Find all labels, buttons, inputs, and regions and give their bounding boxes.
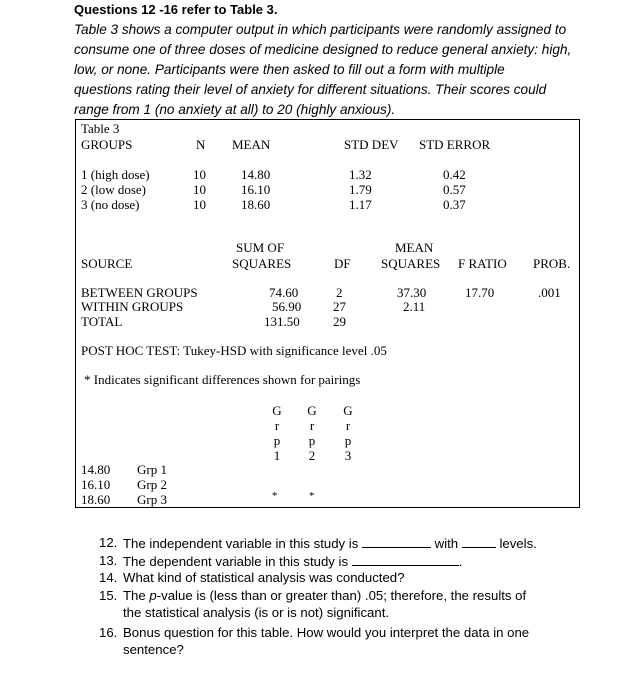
header-n: N bbox=[196, 137, 206, 152]
desc-std-dev: 1.17 bbox=[349, 197, 372, 212]
anova-ss: 74.60 bbox=[269, 285, 299, 300]
desc-std-dev: 1.79 bbox=[349, 182, 372, 197]
pairing-column-header-grp2: G r p 2 bbox=[307, 403, 317, 463]
pairing-row-mean: 14.80 bbox=[81, 462, 111, 477]
pairing-column-header-grp1: G r p 1 bbox=[272, 403, 282, 463]
header-prob: PROB. bbox=[533, 256, 571, 271]
question-number: 15. bbox=[99, 588, 118, 603]
answer-blank[interactable] bbox=[352, 553, 459, 566]
post-hoc-title: POST HOC TEST: Tukey-HSD with significance level .05 bbox=[81, 343, 387, 358]
question-13: The dependent variable in this study is . bbox=[123, 554, 463, 569]
header-df: DF bbox=[334, 256, 351, 271]
header-mean: MEAN bbox=[232, 137, 271, 152]
intro-line: consume one of three doses of medicine designed to reduce general anxiety: high, bbox=[74, 42, 572, 57]
desc-std-error: 0.57 bbox=[443, 182, 466, 197]
pairing-row-group: Grp 3 bbox=[137, 492, 167, 507]
significance-marker: * bbox=[309, 490, 315, 502]
question-12: The independent variable in this study is with levels. bbox=[123, 536, 537, 551]
intro-line: Table 3 shows a computer output in which participants were randomly assigned to bbox=[74, 22, 567, 37]
anova-df: 27 bbox=[333, 299, 346, 314]
anova-source: BETWEEN GROUPS bbox=[81, 285, 198, 300]
header-groups: GROUPS bbox=[81, 137, 133, 152]
anova-df: 2 bbox=[336, 285, 343, 300]
pairing-row-group: Grp 2 bbox=[137, 477, 167, 492]
pairing-row-mean: 16.10 bbox=[81, 477, 111, 492]
question-16-line-2: sentence? bbox=[123, 642, 184, 657]
question-16-line-1: Bonus question for this table. How would you interpret the data in one bbox=[123, 625, 530, 640]
desc-std-error: 0.37 bbox=[443, 197, 466, 212]
desc-std-dev: 1.32 bbox=[349, 167, 372, 182]
pairing-row-group: Grp 1 bbox=[137, 462, 167, 477]
anova-prob: .001 bbox=[538, 285, 561, 300]
question-14: What kind of statistical analysis was conducted? bbox=[123, 570, 405, 585]
header-sum-of: SUM OF bbox=[236, 240, 285, 255]
desc-mean: 18.60 bbox=[241, 197, 271, 212]
question-number: 16. bbox=[99, 625, 118, 640]
intro-line: low, or none. Participants were then asked to fill out a form with multiple bbox=[74, 62, 505, 77]
intro-line: range from 1 (no anxiety at all) to 20 (highly anxious). bbox=[74, 102, 396, 117]
desc-n: 10 bbox=[193, 182, 206, 197]
anova-source: WITHIN GROUPS bbox=[81, 299, 184, 314]
question-15-line-2: the statistical analysis (is or is not) significant. bbox=[123, 605, 390, 620]
desc-group: 1 (high dose) bbox=[81, 167, 150, 182]
header-ss-squares: SQUARES bbox=[232, 256, 292, 271]
desc-std-error: 0.42 bbox=[443, 167, 466, 182]
intro-line: questions rating their level of anxiety for different situations. Their scores could bbox=[74, 82, 547, 97]
desc-group: 2 (low dose) bbox=[81, 182, 146, 197]
question-15-line-1: The p-value is (less than or greater than) .05; therefore, the results of bbox=[123, 588, 527, 603]
desc-group: 3 (no dose) bbox=[81, 197, 140, 212]
question-number: 14. bbox=[99, 570, 118, 585]
desc-mean: 16.10 bbox=[241, 182, 271, 197]
questions-heading: Questions 12 -16 refer to Table 3. bbox=[74, 2, 278, 17]
anova-ss: 131.50 bbox=[264, 314, 300, 329]
pairing-column-header-grp3: G r p 3 bbox=[343, 403, 353, 463]
header-ms-squares: SQUARES bbox=[381, 256, 441, 271]
anova-df: 29 bbox=[333, 314, 346, 329]
header-mean-top: MEAN bbox=[395, 240, 434, 255]
anova-source: TOTAL bbox=[81, 314, 123, 329]
question-number: 13. bbox=[99, 553, 118, 568]
header-f-ratio: F RATIO bbox=[458, 256, 507, 271]
intro-paragraph bbox=[74, 20, 584, 120]
pairing-row-mean: 18.60 bbox=[81, 492, 111, 507]
desc-n: 10 bbox=[193, 197, 206, 212]
significance-marker: * bbox=[272, 490, 278, 502]
table-caption: Table 3 bbox=[81, 121, 120, 136]
question-number: 12. bbox=[99, 535, 118, 550]
post-hoc-note: * Indicates significant differences shown for pairings bbox=[84, 372, 361, 387]
header-std-dev: STD DEV bbox=[344, 137, 399, 152]
anova-f: 17.70 bbox=[465, 285, 495, 300]
desc-mean: 14.80 bbox=[241, 167, 271, 182]
answer-blank[interactable] bbox=[462, 535, 496, 548]
anova-ms: 2.11 bbox=[403, 299, 426, 314]
answer-blank[interactable] bbox=[362, 535, 431, 548]
header-source: SOURCE bbox=[81, 256, 133, 271]
desc-n: 10 bbox=[193, 167, 206, 182]
anova-ms: 37.30 bbox=[397, 285, 427, 300]
header-std-error: STD ERROR bbox=[419, 137, 491, 152]
anova-ss: 56.90 bbox=[272, 299, 302, 314]
